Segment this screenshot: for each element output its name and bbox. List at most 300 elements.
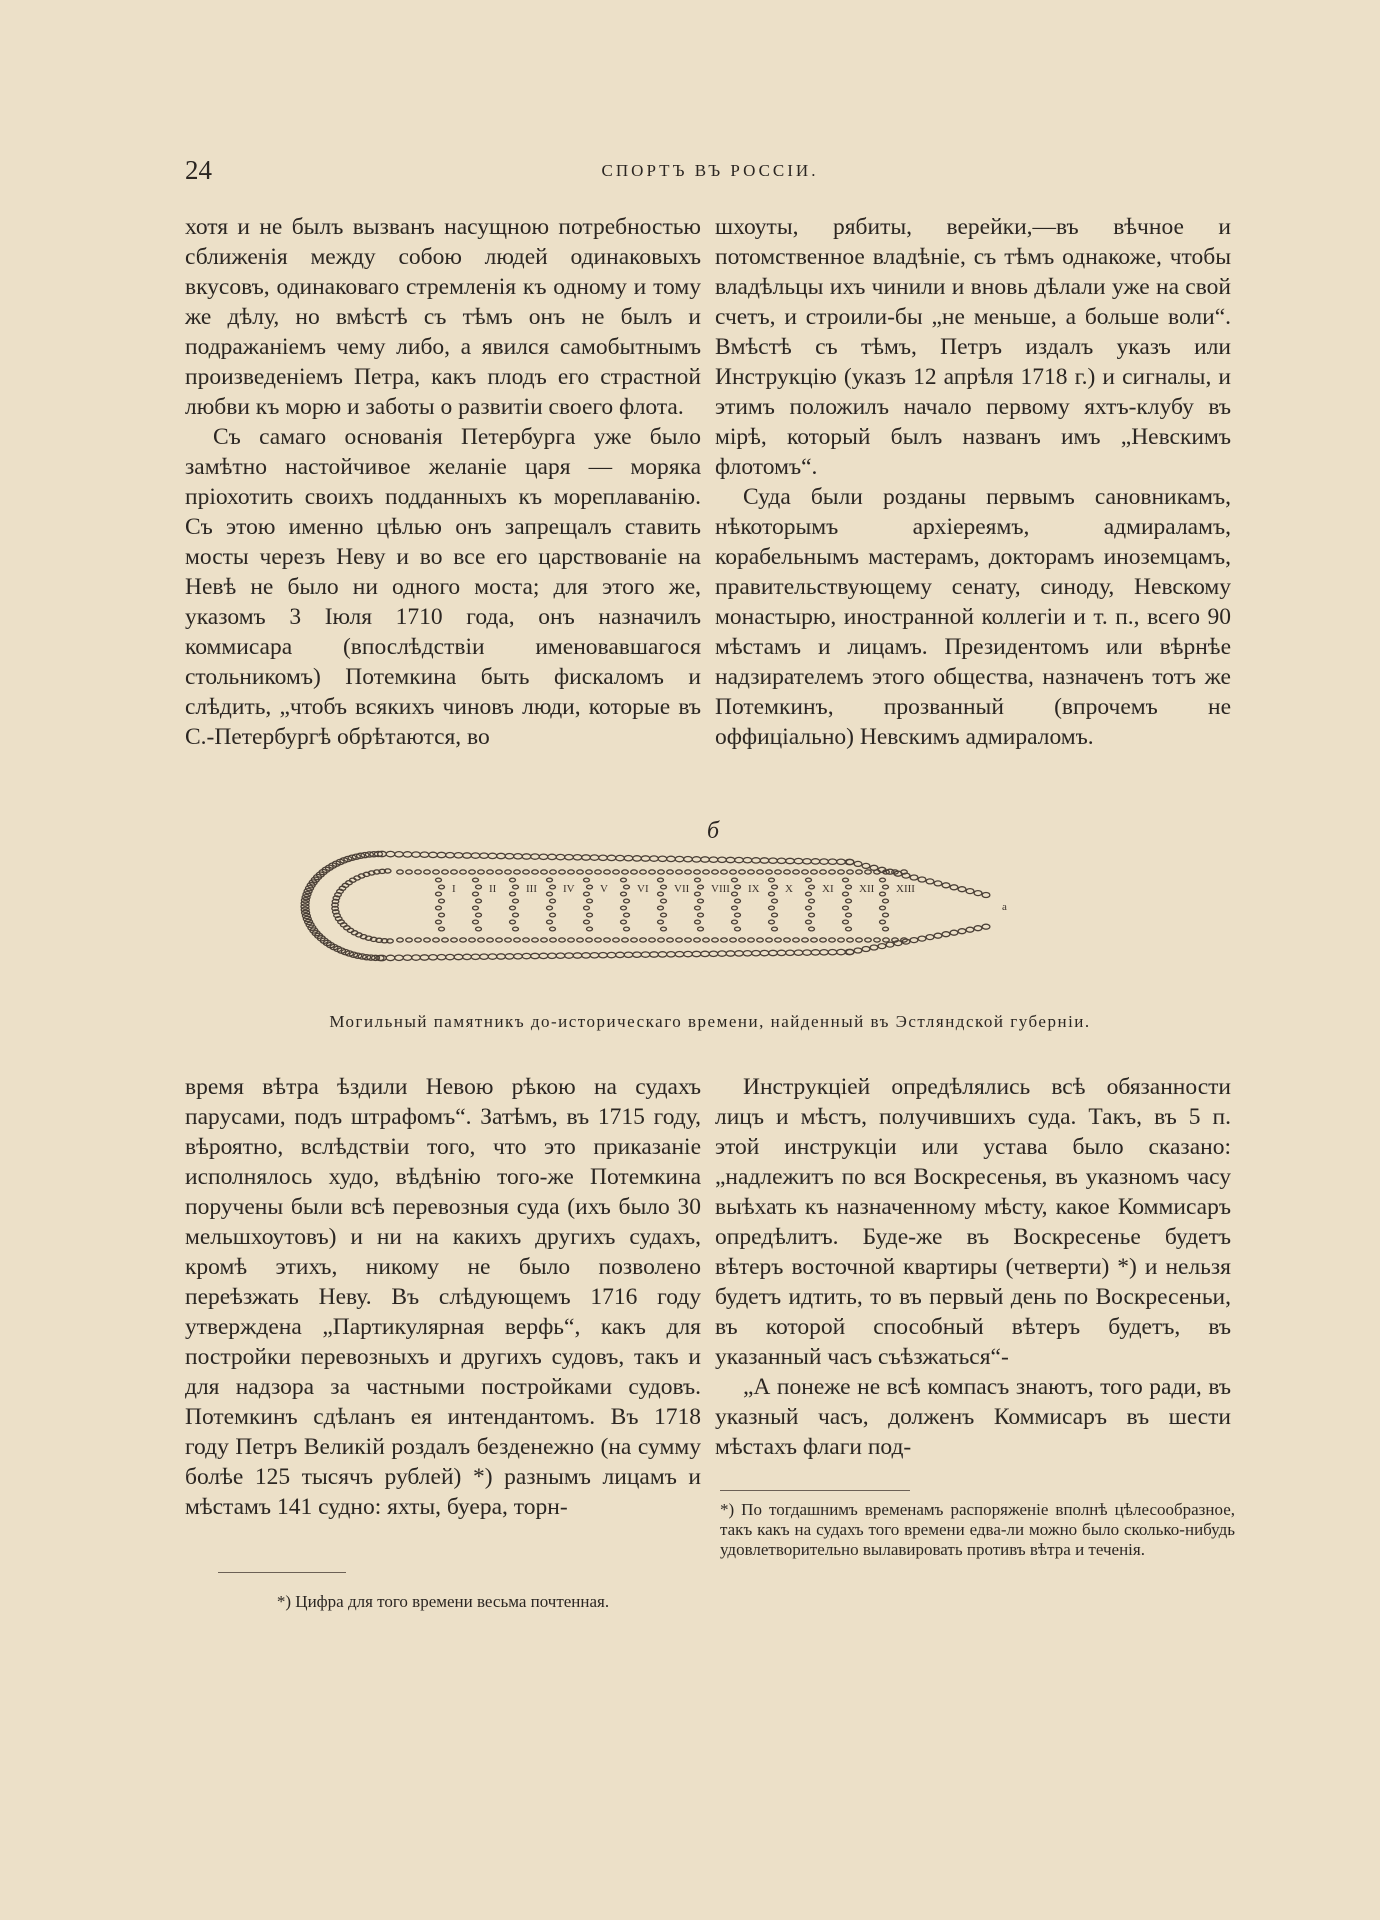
stone [559,938,566,942]
stone [772,913,778,917]
stone [587,885,593,889]
stone [982,924,990,929]
stone [451,938,458,942]
stone [436,892,442,896]
stone [624,885,630,889]
stone [886,942,894,947]
compartment-label: VII [674,883,690,895]
stone [760,858,769,863]
stone [692,951,701,956]
stone [786,950,795,955]
compartment-label: IV [563,883,575,895]
stone [582,855,591,860]
stone [469,938,476,942]
running-title: СПОРТЪ ВЪ РОССІИ. [601,161,819,180]
stone [510,920,516,924]
stone [386,851,395,856]
stone [856,870,863,874]
stone [732,878,738,882]
stone [420,955,429,960]
text-column-top-left [185,212,701,752]
stone [883,913,889,917]
stone [803,859,812,864]
stone [820,950,829,955]
stone [854,948,862,953]
stone [415,870,422,874]
stone [514,954,523,959]
stone [806,906,812,910]
stone [565,855,574,860]
stone [942,932,950,937]
stone [631,870,638,874]
stone [703,870,710,874]
figure [290,818,1090,988]
stone [661,885,667,889]
stone [531,854,540,859]
compartment-label: XII [859,883,875,895]
stone [661,913,667,917]
stone [624,913,630,917]
stone [505,938,512,942]
stone [786,858,795,863]
stone-ship-grave-illustration [290,838,1090,973]
stone [730,938,737,942]
stone [505,954,514,959]
stone [429,955,438,960]
stone [843,878,849,882]
stone [584,878,590,882]
stone [397,938,404,942]
stone [735,899,741,903]
stone [865,938,872,942]
stone [556,953,565,958]
stone [412,955,421,960]
stone [661,899,667,903]
stone [595,938,602,942]
stone [829,938,836,942]
stone [649,938,656,942]
stone [667,856,676,861]
stone [769,906,775,910]
stone [709,951,718,956]
tip-label: a [1002,901,1007,913]
stone [793,870,800,874]
paragraph: шхоуты, рябиты, верейки,—въ вѣчное и потомственное владѣніе, съ тѣмъ однакоже, чтобы владѣльцы ихъ чинили и вновь дѣлали уже на свой счетъ, и строили-бы „не меньше, а больше воли“. Вмѣстѣ съ тѣмъ, Петръ издалъ указъ или Инструкцію (указъ 12 апрѣля 1718 г.) и сигналы, и этимъ положилъ начало первому яхтъ-клубу въ мірѣ, который былъ названъ имъ „Невскимъ флотомъ“. [715,214,1231,480]
stone [760,950,769,955]
stone [934,933,942,938]
stone [757,938,764,942]
stone [974,891,982,896]
stone [446,954,455,959]
paragraph: хотя и не былъ вызванъ насущною потребностью сближенія между собою людей одинаковыхъ вкусовъ, одинаковаго стремленія къ одному и тому же дѣлу, но вмѣстѣ съ тѣмъ онъ не былъ и подражаніемъ чему либо, а явился самобытнымъ произведеніемъ Петра, какъ плодъ его страстной любви къ морю и заботы о развитіи своего флота. [185,214,701,420]
stone [577,870,584,874]
stone [880,878,886,882]
stone [698,885,704,889]
stone [573,855,582,860]
stone [809,913,815,917]
stone [420,852,429,857]
stone [829,870,836,874]
stone [766,938,773,942]
stone [769,950,778,955]
stone [667,952,676,957]
stone [641,952,650,957]
stone [471,954,480,959]
compartment-label: XIII [896,883,915,895]
text-column-bottom-left [185,1072,701,1522]
stone [694,938,701,942]
stone [910,875,918,880]
stone [550,913,556,917]
stone [573,953,582,958]
stone [918,877,926,882]
stone [403,852,412,857]
stone [694,870,701,874]
stone [539,854,548,859]
stone [595,870,602,874]
stone [565,953,574,958]
stone [624,899,630,903]
stone [726,857,735,862]
stone [752,951,761,956]
stone [488,954,497,959]
stone [775,870,782,874]
stone [547,920,553,924]
stone [446,853,455,858]
stone [843,906,849,910]
stone [820,938,827,942]
stone [809,899,815,903]
stone [622,870,629,874]
stone [488,853,497,858]
compartment-label: VIII [711,883,730,895]
stone [811,938,818,942]
paragraph: Инструкціей опредѣлялись всѣ обязанности лицъ и мѣстъ, получившихъ суда. Такъ, въ 5 п. этой инструкціи или устава было сказано: „надлежитъ по вся Воскресенья, въ указномъ часу выѣхать къ назначенному мѣсту, какое Коммисаръ опредѣлитъ. Буде-же въ Воскресенье будетъ вѣтеръ восточной квартиры (четверти) *) и нельзя будетъ идтить, то въ первый день по Воскресеньи, въ которой способный вѣтеръ будетъ, въ указанный часъ съѣзжаться“- [715,1074,1231,1370]
stone [769,920,775,924]
stone [478,938,485,942]
stone [395,955,404,960]
stone [463,954,472,959]
stone [732,906,738,910]
stone [685,938,692,942]
stone [436,920,442,924]
compartment-label: III [526,883,537,895]
stone [587,913,593,917]
stone [695,920,701,924]
stone [476,885,482,889]
stone [748,870,755,874]
stone [837,859,846,864]
stone [865,870,872,874]
stone [550,899,556,903]
stone [513,885,519,889]
stone [934,881,942,886]
stone [514,870,521,874]
stone [732,920,738,924]
stone [505,870,512,874]
stone [843,892,849,896]
stone [661,927,667,931]
stone [386,955,395,960]
stone [613,938,620,942]
stone [843,920,849,924]
stone [806,878,812,882]
stone [730,870,737,874]
stone [523,938,530,942]
stone [809,885,815,889]
compartment-label: II [489,883,497,895]
stone [880,906,886,910]
stone [415,938,422,942]
compartment-label: XI [822,883,834,895]
stone [522,854,531,859]
stone [584,906,590,910]
stone [854,861,862,866]
stone [712,938,719,942]
stone [802,870,809,874]
stone [513,913,519,917]
stone [958,929,966,934]
stone [590,953,599,958]
stone [701,857,710,862]
stone [846,950,854,955]
compartment-label: VI [637,883,649,895]
stone [397,870,404,874]
stone [550,938,557,942]
stone [735,927,741,931]
stone [847,938,854,942]
stone [883,885,889,889]
stone [658,892,664,896]
stone [772,899,778,903]
stone [769,878,775,882]
stone [793,938,800,942]
stone [838,938,845,942]
stone [846,885,852,889]
stone [454,853,463,858]
stone [604,938,611,942]
stone [721,870,728,874]
footnote-right: *) По тогдашнимъ временамъ распоряженіе вполнѣ цѣлесообразное, такъ какъ на судахъ того времени едва-ли можно было сколько-нибудь удовлетворительно вылавировать противъ вѣтра и теченія. [720,1500,1235,1559]
stone [403,955,412,960]
stone [809,927,815,931]
stone [735,913,741,917]
stone [473,892,479,896]
stone [439,913,445,917]
stone [510,878,516,882]
stone [424,938,431,942]
page-header [185,155,1235,195]
stone [784,938,791,942]
page-number: 24 [185,155,212,185]
stone [497,853,506,858]
stone [698,913,704,917]
stone [469,870,476,874]
footnote-rule-right [720,1490,910,1491]
stone [641,856,650,861]
stone [878,944,886,949]
stone [743,858,752,863]
stone [820,859,829,864]
stone [650,856,659,861]
stone [966,889,974,894]
stone [649,870,656,874]
stone [880,920,886,924]
stone [505,854,514,859]
stone [803,950,812,955]
stone [926,879,934,884]
stone [599,855,608,860]
stone [735,885,741,889]
stone [541,870,548,874]
compartment-label: IX [748,883,760,895]
stone [436,878,442,882]
stone [496,870,503,874]
stone [584,920,590,924]
stone [412,852,421,857]
compartment-label: V [600,883,608,895]
stone [496,938,503,942]
stone [624,856,633,861]
stone [692,857,701,862]
stone [784,870,791,874]
stone [658,938,665,942]
stone [846,899,852,903]
stone [513,899,519,903]
stone [918,936,926,941]
stone [604,870,611,874]
stone [880,892,886,896]
stone [811,870,818,874]
stone [958,887,966,892]
stone [514,938,521,942]
stone [718,857,727,862]
stone [856,938,863,942]
stone [460,938,467,942]
stone [684,857,693,862]
stone [471,853,480,858]
stone [735,857,744,862]
stone [846,913,852,917]
stone [429,852,438,857]
stone [522,953,531,958]
stone [650,952,659,957]
stone [966,927,974,932]
stone [577,938,584,942]
stone [684,951,693,956]
stone [698,899,704,903]
stone [523,870,530,874]
stone [732,892,738,896]
stone [439,899,445,903]
stone [777,858,786,863]
stone [685,870,692,874]
stone [667,870,674,874]
stone [550,885,556,889]
compartment-label: I [452,883,456,895]
stone [454,954,463,959]
stone [820,870,827,874]
stone [837,949,846,954]
stone [739,938,746,942]
stone [772,885,778,889]
stone [883,899,889,903]
stone [480,853,489,858]
stone [531,953,540,958]
stone [757,870,764,874]
stone [463,853,472,858]
text-column-top-right [715,212,1231,752]
stone [621,906,627,910]
stone [695,878,701,882]
stone [718,951,727,956]
stone [559,870,566,874]
stone [586,870,593,874]
paragraph: Съ самаго основанія Петербурга уже было замѣтно настойчивое желаніе царя — моряка пріохотить своихъ подданныхъ къ мореплаванію. Съ этою именно цѣлью онъ запрещалъ ставить мосты черезъ Неву и во все его царствованіе на Невѣ не было ни одного моста; для этого же, указомъ 3 Іюля 1710 года, онъ назначилъ коммисара (впослѣдствіи именовавшагося стольникомъ) Потемкина быть фискаломъ и слѣдить, „чтобъ всякихъ чиновъ люди, которые въ С.-Петербургѣ обрѣтаются, во [185,424,701,750]
stone [621,892,627,896]
stone [838,870,845,874]
stone [658,878,664,882]
stone [698,927,704,931]
stone [658,870,665,874]
stone [712,870,719,874]
stone [621,878,627,882]
stone [436,906,442,910]
stone [910,938,918,943]
stone [862,863,870,868]
stone [473,920,479,924]
stone [794,858,803,863]
stone [870,945,878,950]
figure-letter: б [707,818,720,844]
stone [766,870,773,874]
stone [676,870,683,874]
stone [406,938,413,942]
stone [775,938,782,942]
stone [640,870,647,874]
stone [950,885,958,890]
figure-caption: Могильный памятникъ до-историческаго времени, найденный въ Эстляндской губерніи. [329,1012,1091,1031]
stone [616,855,625,860]
stone [451,870,458,874]
stone [548,854,557,859]
stone [721,938,728,942]
stone [701,951,710,956]
stone [437,852,446,857]
stone [487,938,494,942]
stone [974,926,982,931]
stone [584,892,590,896]
stone [547,906,553,910]
stone [772,927,778,931]
stone [568,870,575,874]
stone [739,870,746,874]
stone [847,870,854,874]
stone [582,953,591,958]
stone [622,938,629,942]
stone [703,938,710,942]
stone [547,878,553,882]
stone [433,870,440,874]
stone [675,856,684,861]
stone [726,951,735,956]
stone [695,906,701,910]
stone [667,938,674,942]
footnote-left: *) Цифра для того времени весьма почтенная. [276,1592,610,1611]
stone [607,855,616,860]
paragraph: время вѣтра ѣздили Невою рѣкою на судахъ парусами, подъ штрафомъ“. Затѣмъ, въ 1715 году, вѣроятно, вслѣдствіи того, что это приказаніе исполнялось худо, вѣдѣнію того-же Потемкина поручены были всѣ перевозныя суда (ихъ было 30 мельшхоутовъ) и ни на какихъ другихъ судахъ, кромѣ этихъ, никому не было позволено переѣзжать Неву. Въ слѣдующемъ 1716 году утверждена „Партикулярная верфь“, какъ для постройки перевозныхъ и другихъ судовъ, такъ и для надзора за частными постройками судовъ. Потемкинъ сдѣланъ ея интендантомъ. Въ 1718 году Петръ Великій роздалъ безденежно (на сумму болѣе 125 тысячъ рублей) *) разнымъ лицамъ и мѣстамъ 141 судно: яхты, буера, торн- [185,1074,701,1520]
stone [676,938,683,942]
